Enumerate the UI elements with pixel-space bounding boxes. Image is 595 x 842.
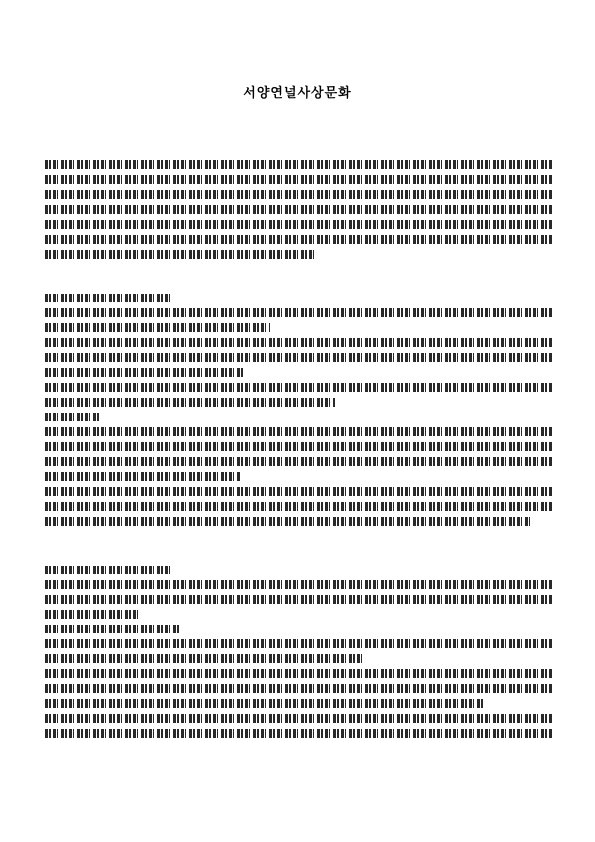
intro-paragraph — [45, 160, 553, 265]
text-line — [45, 457, 553, 466]
text-line — [45, 398, 335, 407]
text-line — [45, 220, 553, 229]
text-line — [45, 338, 553, 347]
text-line — [45, 190, 553, 199]
text-line — [45, 517, 530, 526]
text-line — [45, 610, 140, 619]
text-line — [45, 684, 553, 693]
text-line — [45, 714, 553, 723]
text-line — [45, 308, 553, 317]
section-2 — [45, 566, 553, 744]
text-line — [45, 205, 553, 214]
text-line — [45, 383, 553, 392]
text-line — [45, 427, 553, 436]
subsection-heading — [45, 413, 100, 421]
text-line — [45, 323, 270, 332]
section-heading — [45, 566, 170, 574]
page-title: 서양연널사상문화 — [243, 86, 352, 101]
text-line — [45, 487, 553, 496]
text-line — [45, 353, 553, 362]
section-heading — [45, 294, 170, 302]
text-line — [45, 595, 553, 604]
text-line — [45, 235, 553, 244]
text-line — [45, 654, 365, 663]
text-line — [45, 175, 553, 184]
text-line — [45, 669, 553, 678]
text-line — [45, 639, 553, 648]
text-line — [45, 699, 485, 708]
text-line — [45, 502, 553, 511]
text-line — [45, 442, 553, 451]
text-line — [45, 368, 245, 377]
subsection-heading — [45, 625, 180, 633]
text-line — [45, 472, 240, 481]
text-line — [45, 580, 553, 589]
text-line — [45, 729, 553, 738]
text-line — [45, 160, 553, 169]
text-line — [45, 250, 315, 259]
section-1 — [45, 294, 553, 532]
